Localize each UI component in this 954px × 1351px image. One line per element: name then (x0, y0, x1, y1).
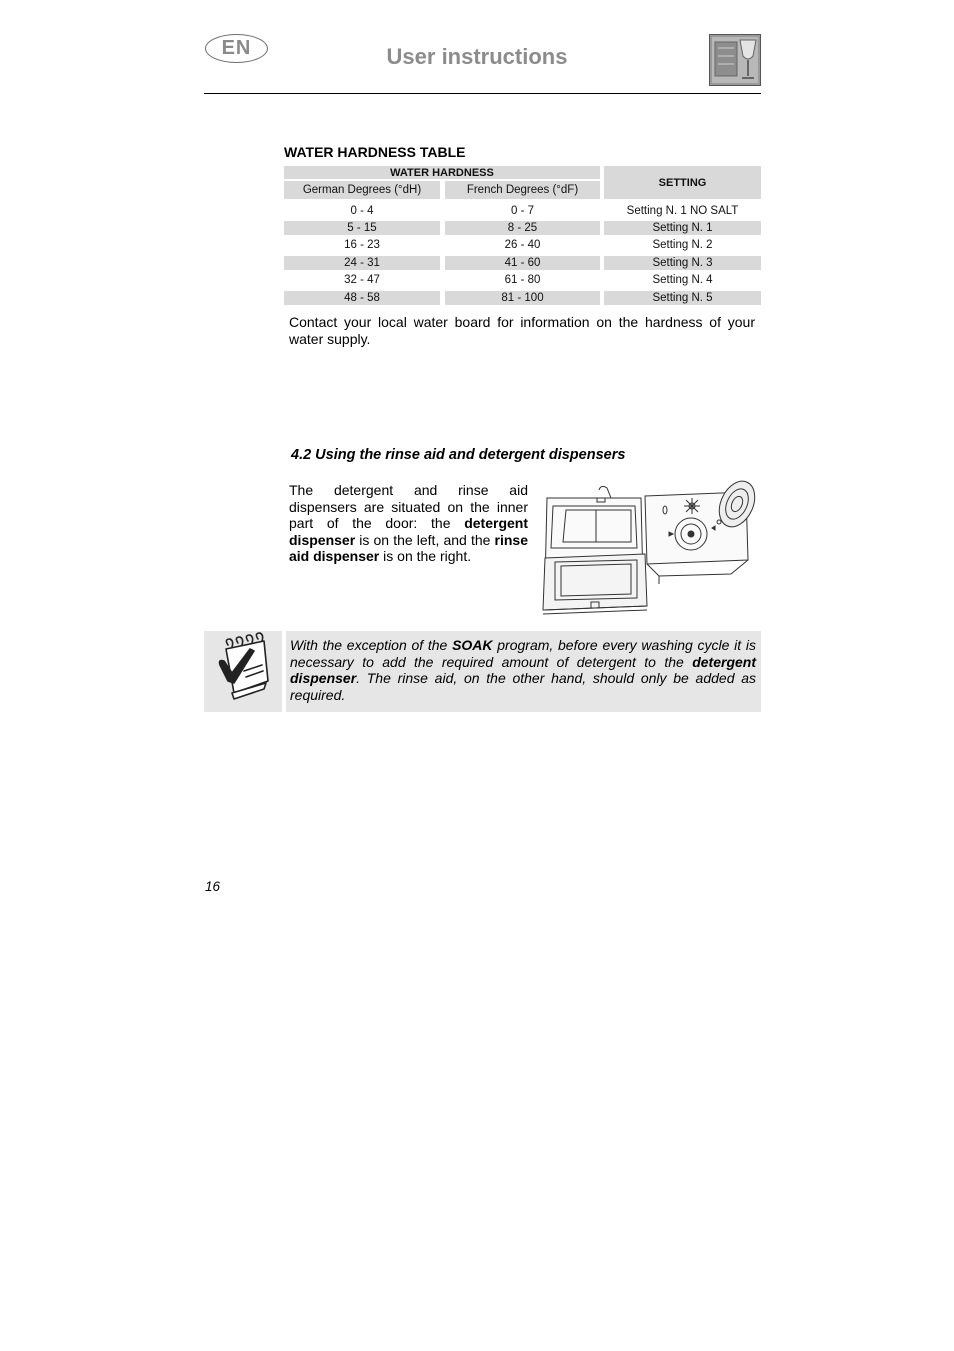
table-cell-german: 48 - 58 (284, 291, 440, 305)
water-hardness-header: WATER HARDNESS (284, 166, 600, 179)
page-number: 16 (205, 879, 221, 894)
table-cell-french: 26 - 40 (504, 239, 541, 251)
text-run: The detergent and rinse aid dispensers are situated on the inner part of the door: the (289, 482, 528, 532)
table-cell-setting: Setting N. 3 (604, 256, 761, 270)
language-code: EN (221, 37, 252, 59)
table-cell-french: 8 - 25 (445, 221, 600, 235)
table-title: WATER HARDNESS TABLE (284, 144, 466, 160)
table-cell-setting: Setting N. 1 (604, 221, 761, 235)
notepad-check-icon (204, 631, 282, 712)
page-title: User instructions (386, 44, 568, 69)
table-cell-french: 61 - 80 (504, 274, 541, 286)
german-degrees-header: German Degrees (°dH) (284, 181, 440, 199)
table-cell-german: 32 - 47 (344, 274, 380, 286)
dishwasher-glass-icon (709, 34, 761, 86)
bold-run: detergent dispenser (290, 653, 756, 687)
table-cell-setting: Setting N. 1 NO SALT (626, 204, 739, 217)
text-run: With the exception of the (290, 637, 453, 653)
contact-paragraph: Contact your local water board for information on the hardness of your water supply. (289, 314, 755, 347)
header-divider (204, 93, 761, 94)
bold-run: detergent dispenser (289, 515, 528, 548)
table-cell-german: 16 - 23 (344, 239, 380, 251)
text-run: is on the left, and the (355, 531, 495, 548)
bold-run: rinse aid dispenser (289, 531, 528, 565)
note-text (286, 631, 761, 712)
table-cell-german: 24 - 31 (284, 256, 440, 270)
setting-header: SETTING (604, 166, 761, 199)
table-cell-french: 0 - 7 (510, 204, 534, 217)
table-cell-setting: Setting N. 5 (604, 291, 761, 305)
table-cell-german: 5 - 15 (284, 221, 440, 235)
french-degrees-header: French Degrees (°dF) (445, 181, 600, 199)
text-run: . The rinse aid, on the other hand, should only be added as required. (290, 670, 756, 703)
bold-run: SOAK (452, 637, 493, 653)
text-run: is on the right. (379, 548, 472, 565)
table-cell-french: 81 - 100 (445, 291, 600, 305)
dispenser-illustration (541, 476, 760, 616)
table-cell-french: 41 - 60 (445, 256, 600, 270)
table-cell-german: 0 - 4 (350, 204, 374, 217)
section-heading: 4.2 Using the rinse aid and detergent dispensers (291, 447, 626, 463)
note-icon-box (204, 631, 282, 712)
table-cell-setting: Setting N. 2 (652, 239, 713, 251)
text-run: program, before every washing cycle it is necessary to add the required amount of detergent to the (290, 637, 756, 670)
dispenser-paragraph (289, 482, 528, 565)
table-cell-setting: Setting N. 4 (652, 274, 713, 286)
